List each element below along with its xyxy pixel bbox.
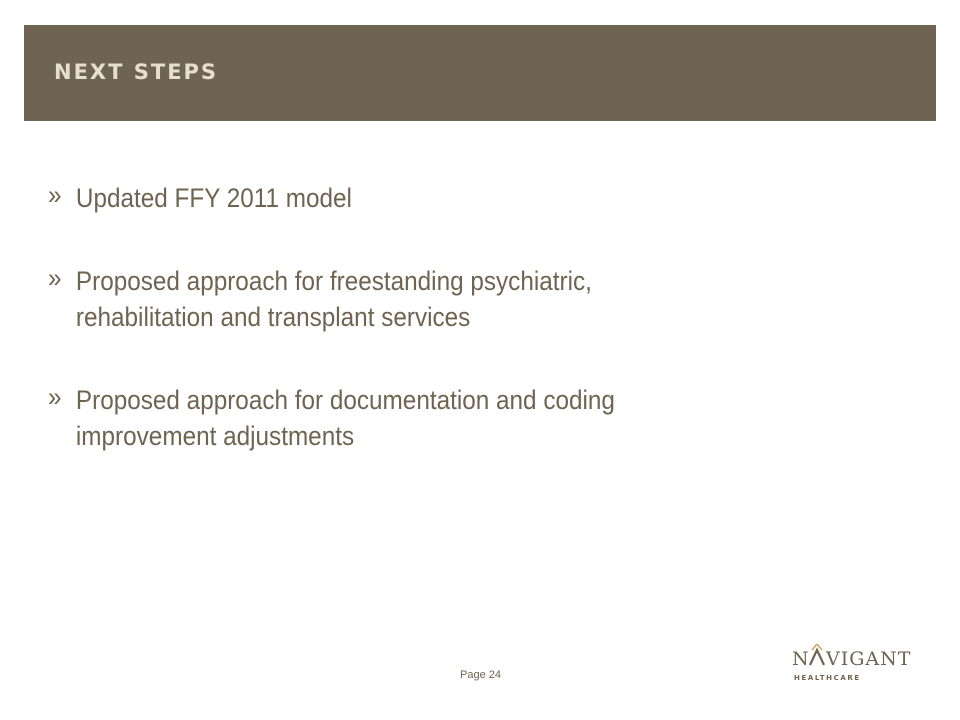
bullet-marker-icon: » [48,382,62,412]
wordmark-first-letter: N [792,648,810,670]
header-bar [24,25,936,121]
bullet-text: Updated FFY 2011 model [75,183,352,213]
bullet-text-line-2: improvement adjustments [75,421,355,451]
bullet-marker-icon: » [48,180,62,210]
bullet-item [48,382,822,454]
navigant-wordmark [790,644,920,672]
logo-subtitle: HEALTHCARE [794,674,861,682]
bullet-list [48,180,908,501]
bullet-item [48,180,822,216]
slide-title: NEXT STEPS [54,60,219,84]
bullet-text-line-1: Proposed approach for freestanding psychiatric, [75,266,592,296]
bullet-item [48,263,822,335]
bullet-text-line-1: Proposed approach for documentation and coding [75,385,615,415]
navigant-logo [790,644,920,690]
logo-chevron-icon [810,650,824,665]
bullet-text-line-2: rehabilitation and transplant services [75,302,471,332]
page-number: Page 24 [460,669,501,681]
wordmark-rest: VIGANT [826,648,912,670]
bullet-marker-icon: » [48,263,62,293]
